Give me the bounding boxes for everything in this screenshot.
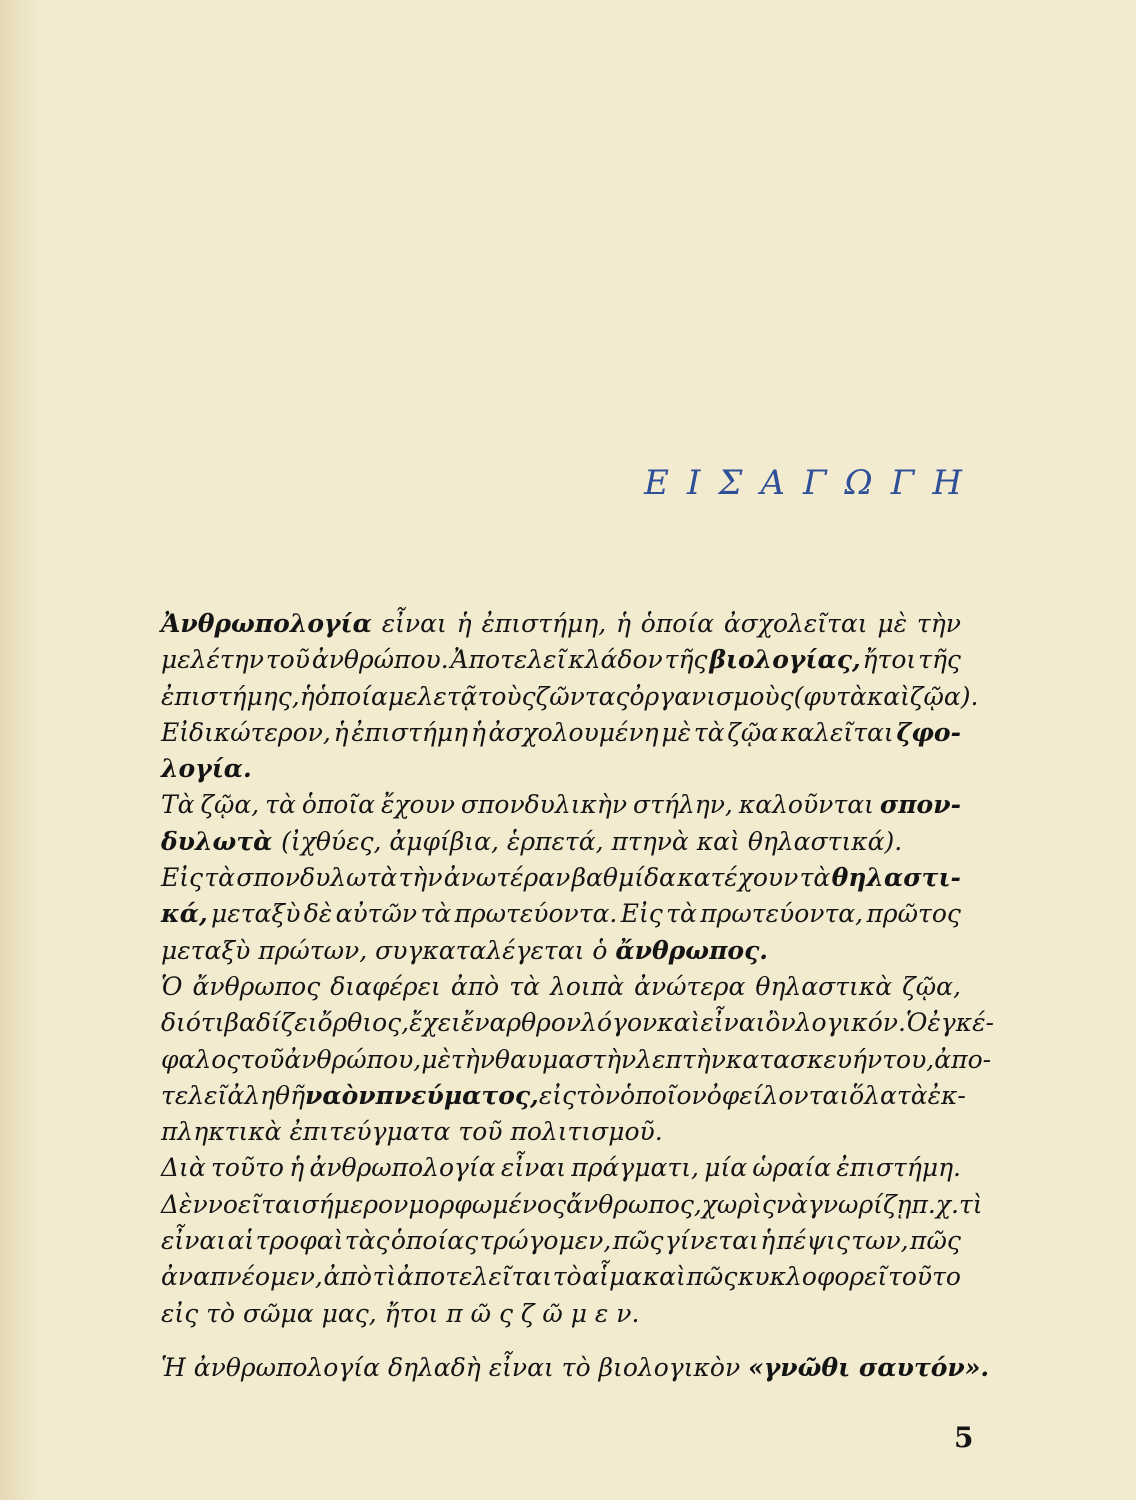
text-line [161,1150,961,1186]
bold-word: βιολογίας, [709,645,861,675]
word: ἀπὸ [450,971,500,1001]
word: δηλαδὴ [387,1352,481,1382]
word: ὁποῖον [620,1080,707,1110]
text-line [161,642,961,678]
word: πρωτεύοντα. [454,899,618,929]
word: τὸν [576,1080,621,1110]
word: π.χ. [911,1189,959,1219]
word: τὴν [450,1044,495,1074]
word: βιολογικὸν [598,1352,741,1382]
bold-word: «γνῶθι [748,1352,851,1382]
bold-word: λογία. [161,754,252,784]
word: ἐκ- [927,1080,966,1110]
word: μεταξὺ [211,899,301,929]
page-spine-shadow [0,0,40,1500]
word: ἐπιστήμη. [836,1153,961,1183]
bold-word: Ἀνθρωπολογία [161,609,372,638]
bold-word: σαυτόν». [858,1352,990,1382]
word: ἀπὸ [323,1262,372,1292]
word: ὀφείλονται [706,1080,850,1110]
word: μορφωμένος [408,1189,567,1219]
word: τὶ [958,1189,983,1219]
text-line [161,933,961,969]
word: ἤτοι [862,645,917,675]
bold-word: ναὸν [305,1080,376,1110]
word: τῆς [918,645,961,675]
paragraph-gap [161,1332,961,1350]
word: λοιπὰ [550,971,625,1001]
word: καλεῖται [780,717,894,747]
chapter-title: ΕΙΣΑΓΩΓΗ [644,463,980,503]
word: δὲ [303,899,333,929]
word: τὰς [344,1226,390,1256]
word: ὅλα [849,1080,897,1110]
word: τοῦτο [888,1262,961,1292]
word: ἑρπετά, [506,826,604,856]
word: βαθμίδα [571,863,676,893]
word: Τὰ [161,790,195,820]
text-line [161,1114,961,1150]
word: ἀποτελεῖται [396,1262,553,1292]
word: ἀνώτερα [634,971,746,1001]
word: πρωτεύοντα, [700,899,864,929]
bold-word: κά, [161,899,208,929]
word: ὁποία [314,681,388,711]
word: Δὲν [161,1189,208,1219]
bold-word: ζφο- [896,717,961,747]
word: τὸ [206,1298,236,1328]
word: ἡ [333,717,349,747]
word: μὲ [877,609,908,638]
word: πληκτικὰ [161,1117,282,1147]
word: πράγματι, [571,1153,699,1183]
word: τὴν [398,863,443,893]
word: νοεῖται [207,1189,302,1219]
word: πρῶτος [866,899,961,929]
word: ὡραία [752,1153,832,1183]
word: τὰ [420,899,452,929]
word: μελετᾷ [387,681,478,711]
word: Εἰς [620,899,663,929]
word: ὁποῖα [301,790,376,820]
word: τῆς [664,645,708,675]
word: καὶ [696,826,740,856]
word: ἔχει [409,1008,461,1038]
word: τοῦ [240,1044,285,1074]
word: καὶ [866,681,910,711]
word: ἡ [615,609,631,638]
word: ἐπιτεύγματα [289,1117,451,1147]
word: του, [882,1044,935,1074]
word: διότι [161,1008,225,1038]
text-line [161,787,961,823]
word: σήμερον [301,1189,409,1219]
word: αὐτῶν [335,899,418,929]
text-line [161,1187,983,1223]
word: πολιτισμοῦ. [510,1117,663,1147]
word: θαυμαστὴν [494,1044,637,1074]
word: λογικόν. [795,1008,906,1038]
word: ἔχουν [380,790,455,820]
word: τοῦ [458,1117,503,1147]
word: Ἀποτελεῖ [450,645,567,675]
word: μὲ [421,1044,451,1074]
text-line [161,1223,961,1259]
word: μεταξὺ [161,935,251,965]
word: εἶναι [488,1352,554,1382]
word: στήλην, [633,790,733,820]
word: τελεῖ [161,1080,228,1110]
word: μελέτην [161,645,264,675]
word: ἡ [760,1226,776,1256]
word: τὰ [896,1080,928,1110]
word: τὰ [666,899,697,929]
word: ἄνθρωπος [192,971,321,1001]
word: ὁποίας [390,1226,479,1256]
word: τρώγομεν, [479,1226,612,1256]
word: ὂν [765,1008,796,1038]
word: χωρὶς [701,1189,776,1219]
text-line [161,1042,992,1078]
word: ἀπο- [934,1044,992,1074]
bold-word: σπον- [879,790,961,820]
word: ζῷα [727,717,779,747]
word: καλοῦνται [738,790,874,820]
word: τὰ [693,717,725,747]
word: λόγον [581,1008,658,1038]
word: αἷμα [582,1262,643,1292]
word: κατασκευήν [725,1044,883,1074]
bold-word: πνεύματος, [375,1080,539,1110]
word: διαφέρει [330,971,441,1001]
text-line [161,606,961,642]
word: ἤτοι [384,1298,439,1328]
text-line [161,715,961,751]
word: π ῶ ς [446,1298,513,1328]
word: ἐγκέ- [927,1008,995,1038]
word: τὰ [509,971,540,1001]
word: ἀληθῆ [227,1080,306,1110]
word: αἱ [227,1226,255,1256]
page-number: 5 [954,1421,974,1454]
word: ἀνθρώπου, [284,1044,422,1074]
word: σπονδυλωτὰ [236,863,398,893]
word: νὰ [775,1189,808,1219]
word: γίνεται [664,1226,759,1256]
word: τοῦτο [211,1153,284,1183]
word: τὰ [265,790,296,820]
word: των, [851,1226,909,1256]
word: κλάδον [568,645,663,675]
word: ἀσχολεῖται [723,609,868,638]
word: λεπτὴν [636,1044,726,1074]
word: ἡ [456,609,472,638]
bold-word: θηλαστι- [831,863,961,893]
word: πέψις [776,1226,850,1256]
word: Ἡ [161,1352,186,1382]
word: τὰ [204,863,236,893]
word: ἡ [470,717,486,747]
bold-word: δυλωτὰ [161,826,273,856]
word: ζ ῶ μ ε ν. [520,1298,640,1328]
word: ἀνθρώπου. [311,645,449,675]
word: ζῶντας [535,681,630,711]
word: κατέχουν [677,863,799,893]
word: τὰ [799,863,831,893]
word: μας, [321,1298,377,1328]
word: τὸ [552,1262,582,1292]
word: ὁποία [640,609,715,638]
word: ζῷα). [909,681,979,711]
word: τοῦ [265,645,310,675]
word: Εἰδικώτερον, [161,717,331,747]
word: θηλαστικὰ [755,971,893,1001]
word: θηλαστικά). [747,826,903,856]
word: (ἰχθύες, [281,826,382,856]
word: ἀμφίβια, [389,826,499,856]
word: Διὰ [161,1153,206,1183]
text-line [161,824,961,860]
word: τροφαὶ [255,1226,344,1256]
text-line [161,1350,990,1386]
word: γνωρίζῃ [807,1189,912,1219]
word: μία [704,1153,748,1183]
word: μὲ [661,717,692,747]
word: πτηνὰ [611,826,689,856]
word: ἀσχολουμένη [488,717,659,747]
word: ἀναπνέομεν, [161,1262,323,1292]
word: συγκαταλέγεται [375,935,585,965]
main-text [161,606,995,1386]
word: καὶ [657,1008,701,1038]
word: τὸ [561,1352,591,1382]
word: εἰς [538,1080,577,1110]
word: ζῷα, [200,790,260,820]
word: ὄρθιος, [317,1008,410,1038]
word: (φυτὰ [793,681,867,711]
word: πρώτων, [258,935,368,965]
word: εἶναι [700,1008,766,1038]
word: εἶναι [500,1153,567,1183]
word: εἶναι [381,609,447,638]
text-line [161,1296,961,1332]
word: ἐπιστήμη, [481,609,607,638]
word: τὶ [372,1262,397,1292]
word: εἶναι [161,1226,227,1256]
word: ἀνθρωπολογία [309,1153,496,1183]
text-line [161,751,961,787]
word: πῶς [612,1226,664,1256]
word: πῶς [686,1262,738,1292]
word: ἀνθρωπολογία [193,1352,380,1382]
word: κυκλοφορεῖ [737,1262,888,1292]
word: τοὺς [477,681,536,711]
text-line [161,860,961,896]
text-line [161,969,961,1005]
word: ἐπιστήμης, [161,681,300,711]
bold-word: ἄνθρωπος. [615,935,769,965]
word: ἡ [299,681,315,711]
word: πῶς [910,1226,961,1256]
text-line [161,1005,995,1041]
word: Ὁ [905,1008,928,1038]
text-line [161,679,979,715]
word: φαλος [161,1044,241,1074]
word: ἐπιστήμη [351,717,469,747]
word: ζῷα, [902,971,961,1001]
text-line [161,896,961,932]
word: ὁ [592,935,608,965]
word: σπονδυλικὴν [460,790,628,820]
word: καὶ [642,1262,686,1292]
word: Ὁ [161,971,183,1001]
word: ἀνωτέραν [443,863,571,893]
word: τὴν [916,609,961,638]
word: ἡ [289,1153,305,1183]
word: ὀργανισμοὺς [629,681,794,711]
text-line [161,1078,966,1114]
word: σῶμα [243,1298,314,1328]
word: ἄνθρωπος, [566,1189,702,1219]
word: ἔναρθρον [460,1008,582,1038]
word: εἰς [161,1298,199,1328]
word: Εἰς [161,863,204,893]
word: βαδίζει [224,1008,318,1038]
text-line [161,1259,961,1295]
